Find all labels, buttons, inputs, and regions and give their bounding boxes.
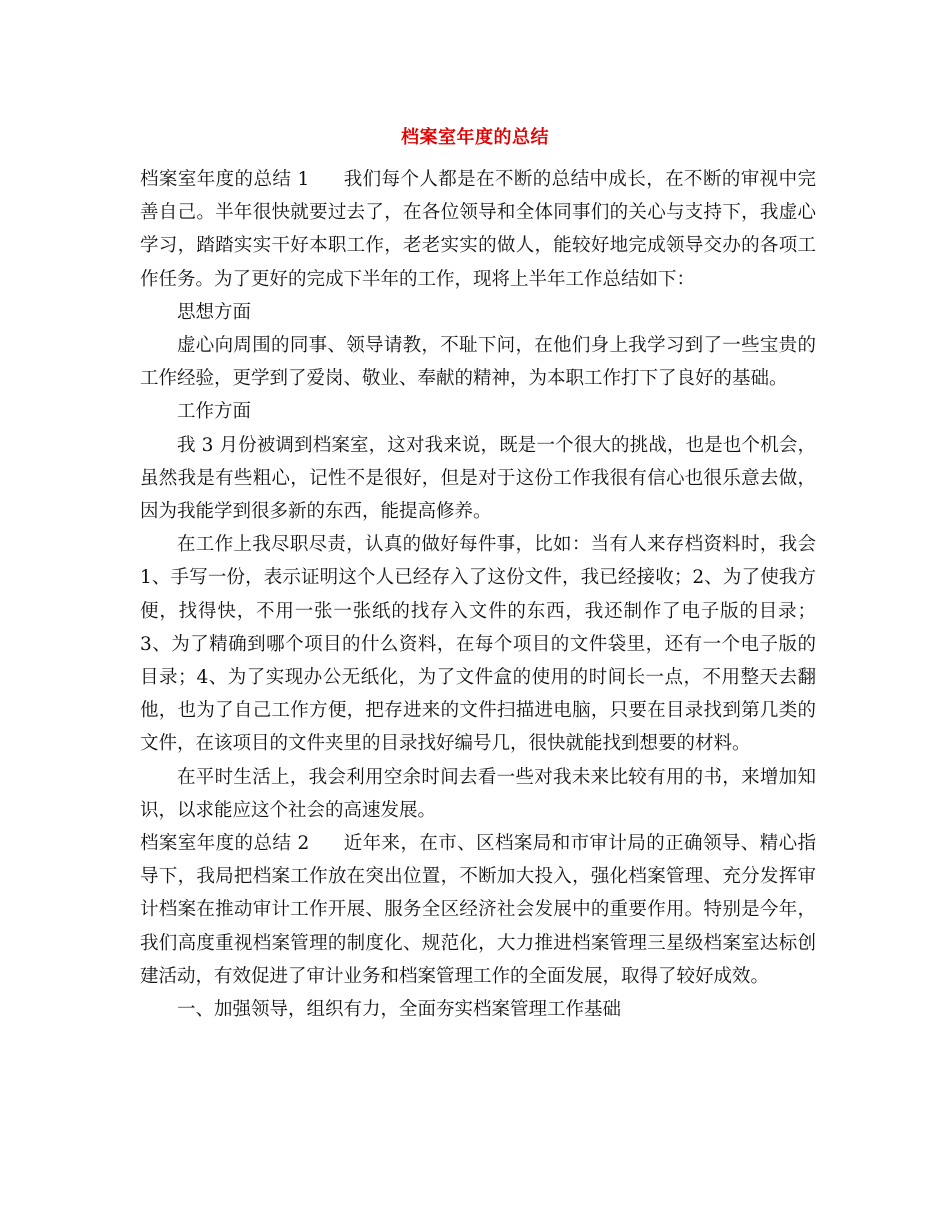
section-1-paragraph-life: 在平时生活上，我会利用空余时间去看一些对我未来比较有用的书，来增加知识，以求能应这个社会的高速发展。 (140, 766, 816, 821)
document-body (140, 163, 816, 1026)
section-2-intro-text: 近年来，在市、区档案局和市审计局的正确领导、精心指导下，我局把档案工作放在突出位置，不断加大投入，强化档案管理、充分发挥审计档案在推动审计工作开展、服务全区经济社会发展中的重要作用。特别是今年，我们高度重视档案管理的制度化、规范化，大力推进档案管理三星级档案室达标创建活动，有效促进了审计业务和档案管理工作的全面发展，取得了较好成效。 (140, 833, 816, 987)
section-2-label: 档案室年度的总结 2 (140, 833, 310, 855)
section-1-heading-thought: 思想方面 (177, 301, 252, 323)
document-title: 档案室年度的总结 (401, 127, 549, 148)
section-1-paragraph-work-details: 在工作上我尽职尽责，认真的做好每件事，比如：当有人来存档资料时，我会 1、手写一份，表示证明这个人已经存入了这份文件，我已经接收；2、为了使我方便，找得快，不用一张一张纸的找存入文件的东西，我还制作了电子版的目录；3、为了精确到哪个项目的什么资料，在每个项目的文件袋里，还有一个电子版的目录；4、为了实现办公无纸化，为了文件盒的使用的时间长一点，不用整天去翻他，也为了自己工作方便，把存进来的文件扫描进电脑，只要在目录找到第几类的文件，在该项目的文件夹里的目录找好编号几，很快就能找到想要的材料。 (140, 534, 816, 755)
section-2-heading-leadership: 一、加强领导，组织有力，全面夯实档案管理工作基础 (177, 999, 622, 1021)
section-1-label: 档案室年度的总结 1 (140, 169, 310, 190)
section-1-intro-paragraph (140, 163, 816, 296)
section-1-paragraph-thought: 虚心向周围的同事、领导请教，不耻下问，在他们身上我学习到了一些宝贵的工作经验，更学到了爱岗、敬业、奉献的精神，为本职工作打下了良好的基础。 (140, 335, 816, 390)
section-1-paragraph-work-intro: 我 3 月份被调到档案室，这对我来说，既是一个很大的挑战，也是也个机会，虽然我是有些粗心，记性不是很好，但是对于这份工作我很有信心也很乐意去做，因为我能学到很多新的东西，能提高修养。 (140, 434, 816, 523)
section-1-heading-work: 工作方面 (177, 401, 252, 423)
section-2-intro-paragraph (140, 827, 816, 993)
section-1-intro-text: 我们每个人都是在不断的总结中成长，在不断的审视中完善自己。半年很快就要过去了，在各位领导和全体同事们的关心与支持下，我虚心学习，踏踏实实干好本职工作，老老实实的做人，能较好地完成领导交办的各项工作任务。为了更好的完成下半年的工作，现将上半年工作总结如下： (140, 169, 816, 290)
